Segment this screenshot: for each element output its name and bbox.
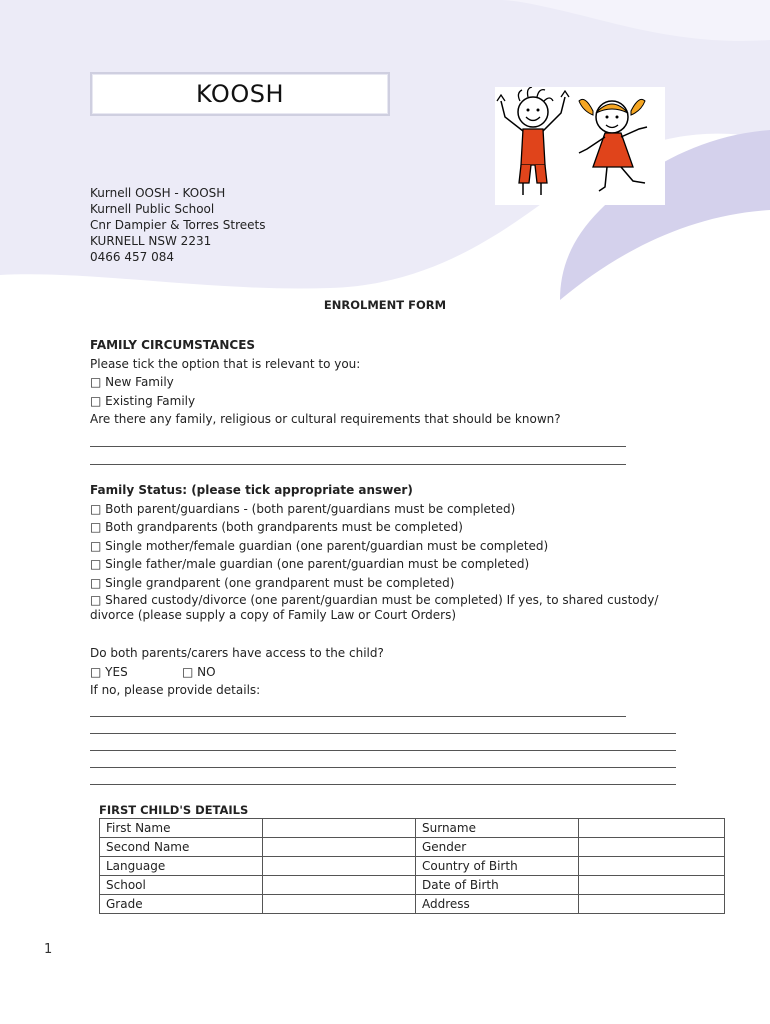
address-line: Kurnell Public School xyxy=(90,202,215,216)
no-checkbox[interactable]: □ NO xyxy=(182,664,216,679)
date-of-birth-label: Date of Birth xyxy=(416,876,579,895)
first-child-heading: FIRST CHILD'S DETAILS xyxy=(99,803,249,817)
first-name-input[interactable] xyxy=(263,819,416,838)
requirements-answer-line[interactable] xyxy=(90,447,626,465)
family-circumstances-heading: FAMILY CIRCUMSTANCES xyxy=(90,338,256,352)
page-number: 1 xyxy=(44,942,53,957)
gender-label: Gender xyxy=(416,838,579,857)
gender-input[interactable] xyxy=(579,838,725,857)
table-row xyxy=(100,895,725,914)
language-input[interactable] xyxy=(263,857,416,876)
children-illustration xyxy=(495,87,665,205)
language-label: Language xyxy=(100,857,263,876)
school-label: School xyxy=(100,876,263,895)
second-name-label: Second Name xyxy=(100,838,263,857)
requirements-question: Are there any family, religious or cultural requirements that should be known? xyxy=(90,412,561,426)
address-line: 0466 457 084 xyxy=(90,250,174,264)
form-title: ENROLMENT FORM xyxy=(323,298,447,312)
surname-input[interactable] xyxy=(579,819,725,838)
access-options xyxy=(90,663,690,682)
both-parents-checkbox[interactable]: □ Both parent/guardians - (both parent/guardians must be completed) xyxy=(90,501,516,516)
shared-custody-continuation: divorce (please supply a copy of Family Law or Court Orders) xyxy=(90,608,457,622)
family-circumstances-prompt: Please tick the option that is relevant to you: xyxy=(90,356,361,371)
details-answer-line[interactable] xyxy=(90,768,676,785)
table-row xyxy=(100,838,725,857)
address-line: Cnr Dampier & Torres Streets xyxy=(90,218,266,232)
school-input[interactable] xyxy=(263,876,416,895)
girl-figure xyxy=(579,99,647,191)
first-name-label: First Name xyxy=(100,819,263,838)
new-family-checkbox[interactable]: □ New Family xyxy=(90,375,174,389)
shared-custody-checkbox[interactable]: □ Shared custody/divorce (one parent/guardian must be completed) If yes, to shared custody/ xyxy=(90,593,659,607)
existing-family-checkbox[interactable]: □ Existing Family xyxy=(90,393,196,408)
details-answer-line[interactable] xyxy=(90,700,626,717)
table-row xyxy=(100,819,725,838)
surname-label: Surname xyxy=(416,819,579,838)
address-line: KURNELL NSW 2231 xyxy=(90,234,212,248)
yes-checkbox[interactable]: □ YES xyxy=(90,664,128,679)
country-of-birth-label: Country of Birth xyxy=(416,857,579,876)
both-grandparents-checkbox[interactable]: □ Both grandparents (both grandparents must be completed) xyxy=(90,520,463,534)
address-label: Address xyxy=(416,895,579,914)
access-details-prompt: If no, please provide details: xyxy=(90,683,261,697)
family-status-heading: Family Status: (please tick appropriate answer) xyxy=(90,483,413,497)
school-address xyxy=(90,185,265,265)
requirements-answer-line[interactable] xyxy=(90,429,626,447)
access-question: Do both parents/carers have access to the child? xyxy=(90,646,384,660)
single-father-checkbox[interactable]: □ Single father/male guardian (one parent/guardian must be completed) xyxy=(90,557,530,571)
boy-figure xyxy=(497,87,569,195)
family-circumstances-section xyxy=(90,336,690,465)
table-row xyxy=(100,857,725,876)
details-answer-line[interactable] xyxy=(90,751,676,768)
address-input[interactable] xyxy=(579,895,725,914)
address-line: Kurnell OOSH - KOOSH xyxy=(90,186,226,200)
access-section xyxy=(90,644,690,785)
family-status-section xyxy=(90,481,690,623)
details-answer-line[interactable] xyxy=(90,717,676,734)
grade-label: Grade xyxy=(100,895,263,914)
logo-text: KOOSH xyxy=(196,80,284,108)
table-row xyxy=(100,876,725,895)
date-of-birth-input[interactable] xyxy=(579,876,725,895)
single-mother-checkbox[interactable]: □ Single mother/female guardian (one parent/guardian must be completed) xyxy=(90,538,549,553)
logo-title-box xyxy=(90,72,390,116)
first-child-table xyxy=(99,818,725,914)
second-name-input[interactable] xyxy=(263,838,416,857)
grade-input[interactable] xyxy=(263,895,416,914)
country-of-birth-input[interactable] xyxy=(579,857,725,876)
single-grandparent-checkbox[interactable]: □ Single grandparent (one grandparent must be completed) xyxy=(90,575,455,590)
details-answer-line[interactable] xyxy=(90,734,676,751)
